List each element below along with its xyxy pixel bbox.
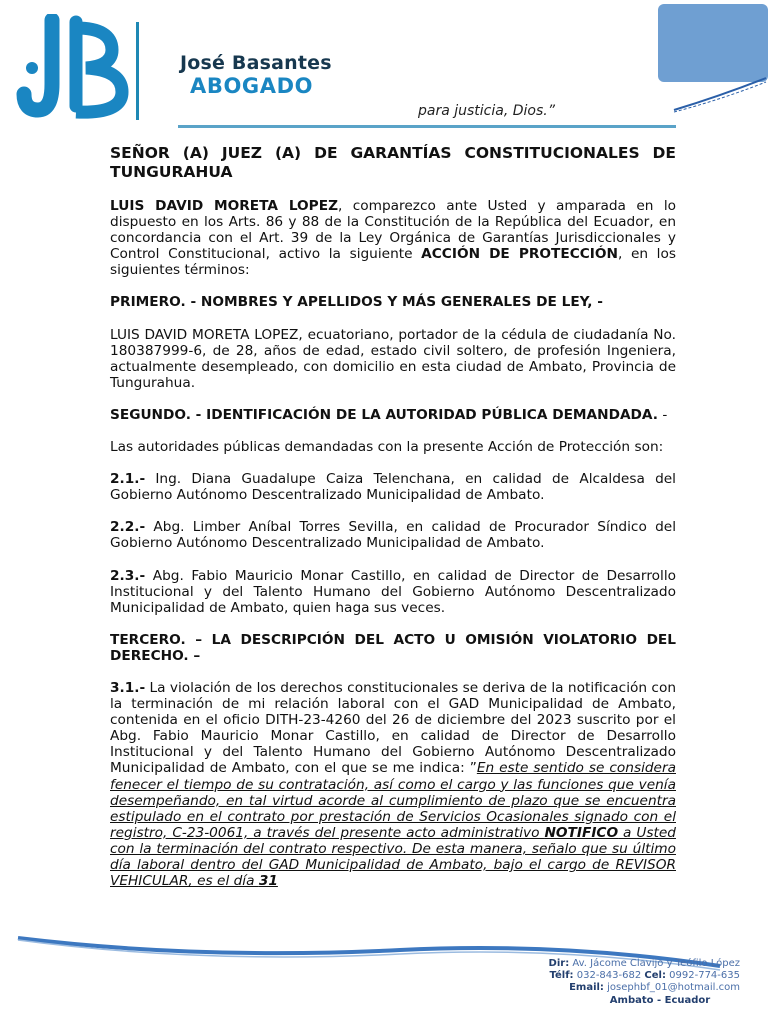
footer-email: Email: josephbf_01@hotmail.com <box>569 982 740 994</box>
section-tercero-heading: TERCERO. – LA DESCRIPCIÓN DEL ACTO U OMISIÓN VIOLATORIO DEL DERECHO. – <box>110 631 676 664</box>
footer-city: Ambato - Ecuador <box>609 994 711 1006</box>
footer-phones: Télf: 032-843-682 Cel: 0992-774-635 <box>549 970 740 982</box>
accent-swoosh <box>670 76 768 116</box>
footer-contact <box>520 958 740 1007</box>
document-heading: SEÑOR (A) JUEZ (A) DE GARANTÍAS CONSTITUCIONALES DE TUNGURAHUA <box>110 144 676 181</box>
plaintiff-name: LUIS DAVID MORETA LOPEZ <box>110 198 338 214</box>
list-item: 2.1.- Ing. Diana Guadalupe Caiza Telenchana, en calidad de Alcaldesa del Gobierno Autónomo Descentralizado Municipalidad de Ambato. <box>110 471 676 504</box>
footer-address: Dir: Av. Jácome Clavijo y Teófilo López <box>548 958 740 969</box>
law-firm-logo <box>14 14 134 124</box>
section-primero-text: LUIS DAVID MORETA LOPEZ, ecuatoriano, portador de la cédula de ciudadanía No. 180387999-6, de 28, años de edad, estado civil soltero, de profesión Ingeniera, actualmente desempleado, con domicilio en esta ciudad de Ambato, Provincia de Tungurahua. <box>110 326 676 391</box>
section-tercero-text: 3.1.- La violación de los derechos constitucionales se deriva de la notificación con la terminación de mi relación laboral con el GAD Municipalidad de Ambato, contenida en el oficio DITH-23-4260 del 26 de diciembre del 2023 suscrito por el Abg. Fabio Mauricio Monar Castillo, en calidad de Director de Desarrollo Institucional y del Talento Humano del Gobierno Autónomo Descentralizado Municipalidad de Ambato, con el que se me indica: ”En este sentido se considera fenecer el tiempo de su contratación, así como el cargo y las funciones que venía desempeñando, en tal virtud acorde al cumplimiento de plazo que se encuentra estipulado en el contrato por prestación de Servicios Ocasionales signado con el registro, C-23-0061, a través del presente acto administrativo NOTIFICO a Usted con la terminación del contrato respectivo. De esta manera, señalo que su último día laboral dentro del GAD Municipalidad de Ambato, bajo el cargo de REVISOR VEHICULAR, es el día 31 <box>110 679 676 890</box>
list-item: 2.2.- Abg. Limber Aníbal Torres Sevilla, en calidad de Procurador Síndico del Gobierno Autónomo Descentralizado Municipalidad de Ambato. <box>110 519 676 552</box>
motto: para justicia, Dios.” <box>418 103 555 119</box>
logo-divider <box>136 22 139 120</box>
section-segundo-heading: SEGUNDO. - IDENTIFICACIÓN DE LA AUTORIDAD PÚBLICA DEMANDADA. - <box>110 406 668 423</box>
header-rule <box>178 125 676 128</box>
accent-box <box>658 4 768 82</box>
section-segundo-text: Las autoridades públicas demandadas con la presente Acción de Protección son: <box>110 439 664 456</box>
list-item: 2.3.- Abg. Fabio Mauricio Monar Castillo, en calidad de Director de Desarrollo Institucional y del Talento Humano del Gobierno Autónomo Descentralizado Municipalidad de Ambato, quien haga sus veces. <box>110 567 676 616</box>
quoted-notification: En este sentido se considera fenecer el tiempo de su contratación, así como el cargo y las funciones que venía desempeñando, en tal virtud acorde al cumplimiento de plazo que se encuentra estipulado en el contrato por prestación de Servicios Ocasionales signado con el registro, C-23-0061, a través del presente acto administrativo NOTIFICO a Usted con la terminación del contrato respectivo. De esta manera, señalo que su último día laboral dentro del GAD Municipalidad de Ambato, bajo el cargo de REVISOR VEHICULAR, es el día 31 <box>110 760 676 890</box>
firm-title: ABOGADO <box>190 74 314 98</box>
firm-name: José Basantes <box>180 52 332 74</box>
section-primero-heading: PRIMERO. - NOMBRES Y APELLIDOS Y MÁS GENERALES DE LEY, - <box>110 294 603 311</box>
action-type: ACCIÓN DE PROTECCIÓN <box>421 246 618 263</box>
document-body <box>110 144 676 905</box>
intro-paragraph: LUIS DAVID MORETA LOPEZ, comparezco ante Usted y amparada en lo dispuesto en los Arts. 86 y 88 de la Constitución de la República del Ecuador, en concordancia con el Art. 39 de la Ley Orgánica de Garantías Jurisdiccionales y Control Constitucional, activo la siguiente ACCIÓN DE PROTECCIÓN, en los siguientes términos: <box>110 198 677 279</box>
